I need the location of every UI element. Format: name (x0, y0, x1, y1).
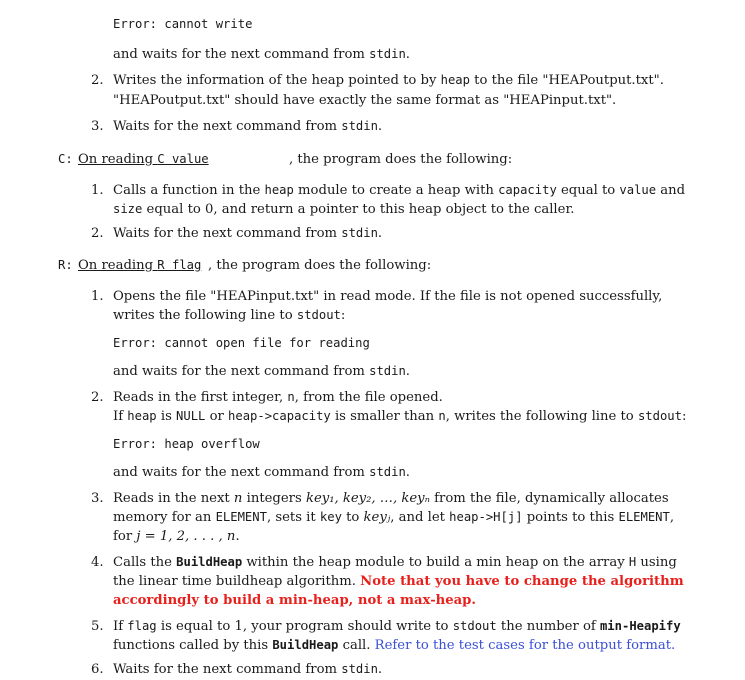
r-item-2-line-2: If heap is NULL or heap->capacity is smaller than n, writes the following line to stdout: (113, 409, 687, 424)
test-cases-reference-link[interactable]: Refer to the test cases for the output format. (374, 638, 676, 653)
list-number: 2. (91, 390, 104, 405)
r-item-1-line-2: writes the following line to stdout: (113, 308, 346, 323)
r-item-4-line-2: the linear time buildheap algorithm. Note that you have to change the algorithm (113, 574, 684, 589)
list-number: 1. (91, 183, 104, 198)
r-item-5-line-1: If flag is equal to 1, your program should write to stdout the number of min-Heapify (113, 619, 681, 634)
r-item-3-line-1: Reads in the next n integers key₁, key₂, …, keyₙ from the file, dynamically allocates (113, 491, 669, 506)
r-item-4-line-1: Calls the BuildHeap within the heap module to build a min heap on the array H using (113, 555, 677, 570)
r-section-label: R: (58, 258, 73, 272)
error-cannot-open-line: Error: cannot open file for reading (113, 336, 370, 350)
r-item-4-line-3: accordingly to build a min-heap, not a max-heap. (113, 593, 476, 608)
c-section-heading: On reading C value (78, 152, 209, 167)
list-number: 5. (91, 619, 104, 634)
r-item-5-line-2: functions called by this BuildHeap call. Refer to the test cases for the output format. (113, 638, 676, 653)
c-item-1-line-2: size equal to 0, and return a pointer to this heap object to the caller. (113, 202, 575, 217)
r-item-6-line: Waits for the next command from stdin. (113, 662, 383, 677)
r-section-heading: On reading R flag (78, 258, 202, 273)
c-item-2-line: Waits for the next command from stdin. (113, 226, 383, 241)
w-item-2-line-1: Writes the information of the heap pointed to by heap to the file "HEAPoutput.txt". (113, 73, 664, 88)
r-item-2-waits-line: and waits for the next command from stdin. (113, 465, 410, 480)
r-item-3-line-2: memory for an ELEMENT, sets it key to keyⱼ, and let heap->H[j] points to this ELEMENT, (113, 510, 675, 525)
c-section-heading-tail: , the program does the following: (289, 152, 513, 167)
r-item-3-line-3: for j = 1, 2, . . . , n. (113, 529, 240, 544)
intro-waits-line: and waits for the next command from stdin. (113, 47, 410, 62)
error-cannot-write-line: Error: cannot write (113, 17, 253, 31)
list-number: 6. (91, 662, 104, 677)
list-number: 2. (91, 73, 104, 88)
list-number: 2. (91, 226, 104, 241)
error-heap-overflow-line: Error: heap overflow (113, 437, 260, 451)
r-item-1-waits-line: and waits for the next command from stdin. (113, 364, 410, 379)
r-section-heading-tail: , the program does the following: (208, 258, 432, 273)
c-section-label: C: (58, 152, 73, 166)
list-number: 3. (91, 119, 104, 134)
w-item-3-line: Waits for the next command from stdin. (113, 119, 383, 134)
r-item-2-line-1: Reads in the first integer, n, from the file opened. (113, 390, 443, 405)
list-number: 1. (91, 289, 104, 304)
w-item-2-line-2: "HEAPoutput.txt" should have exactly the same format as "HEAPinput.txt". (113, 93, 617, 108)
r-item-1-line-1: Opens the file "HEAPinput.txt" in read mode. If the file is not opened successfully, (113, 289, 663, 304)
list-number: 3. (91, 491, 104, 506)
c-item-1-line-1: Calls a function in the heap module to create a heap with capacity equal to value and (113, 183, 686, 198)
list-number: 4. (91, 555, 104, 570)
